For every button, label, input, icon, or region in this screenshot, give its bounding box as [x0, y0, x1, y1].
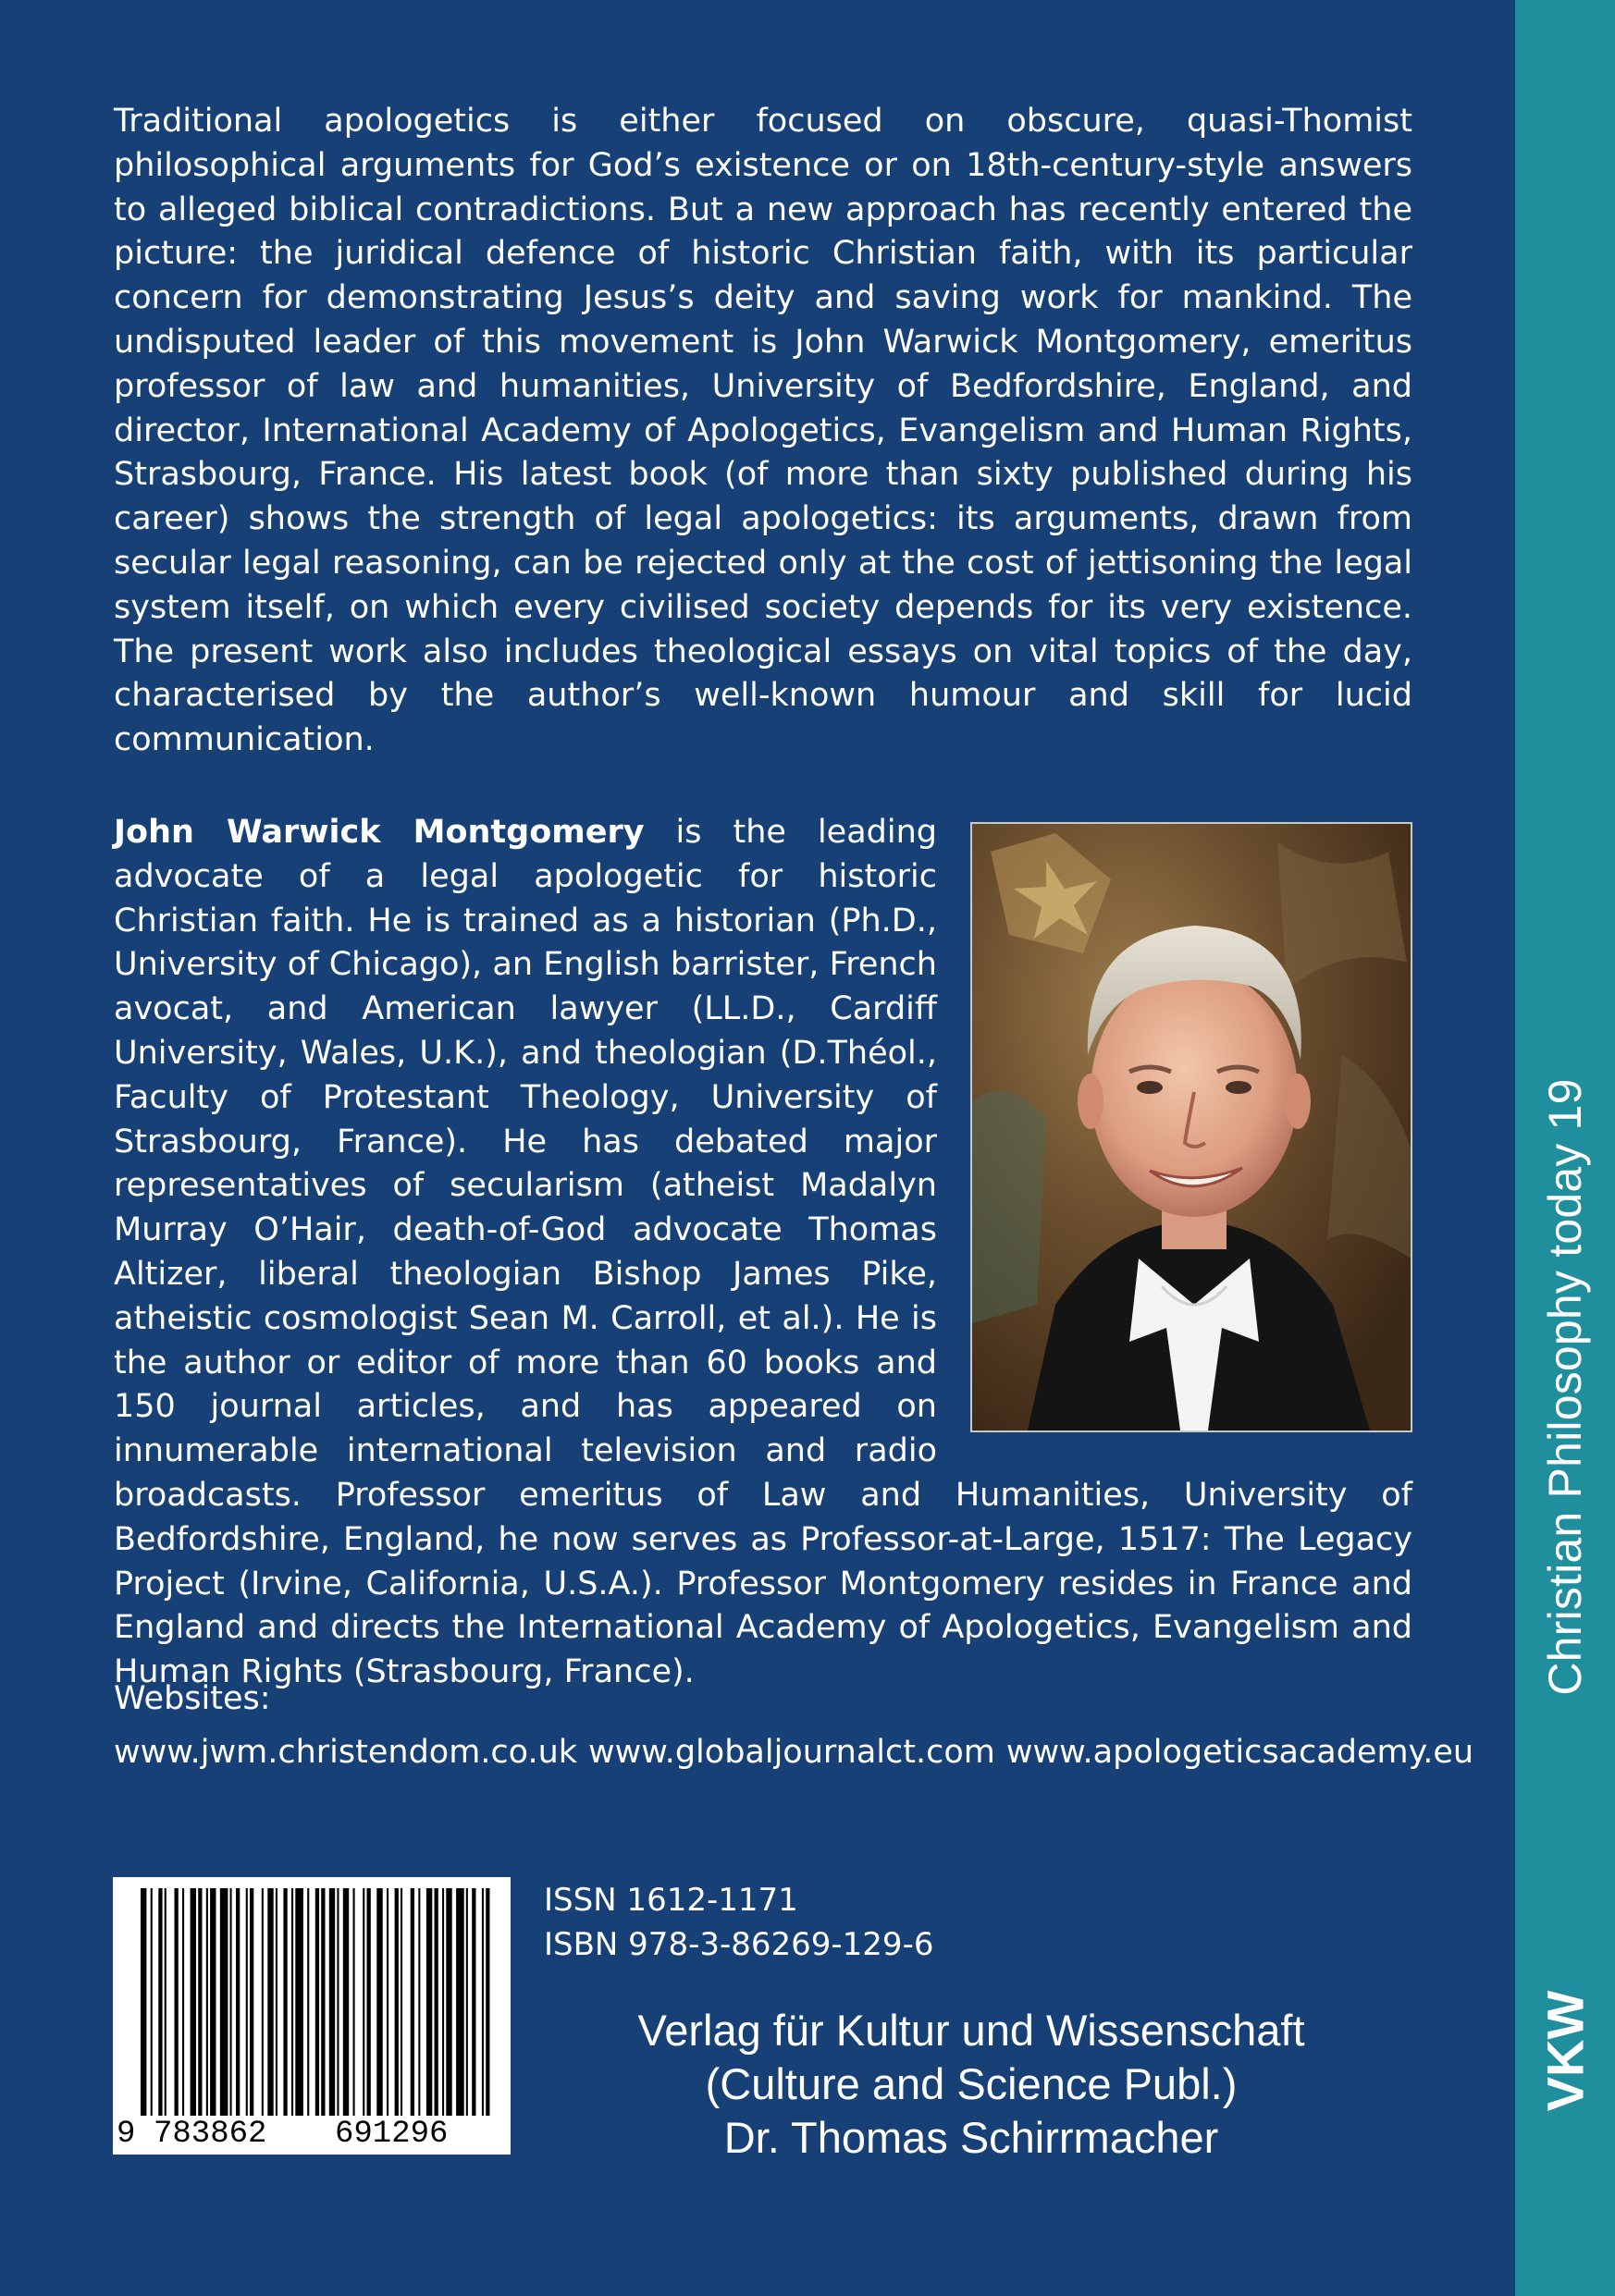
barcode-bar [230, 1888, 232, 2118]
barcode-bar [191, 1888, 196, 2118]
barcode-bar [486, 1888, 489, 2143]
barcode-bar [435, 1888, 438, 2118]
barcode-bar [151, 1888, 153, 2143]
publisher-editor: Dr. Thomas Schirrmacher [723, 2113, 1219, 2162]
barcode-digits-right: 691296 [335, 2117, 449, 2152]
barcode-bar [246, 1888, 248, 2118]
issn-number: ISSN 1612-1171 [544, 1882, 798, 1919]
barcode-bar [262, 1888, 264, 2118]
author-name: John Warwick Montgomery [114, 814, 645, 851]
barcode-bar [329, 1888, 335, 2118]
author-photo [970, 822, 1412, 1432]
barcode-bar [206, 1888, 208, 2118]
barcode-bar [267, 1888, 273, 2118]
websites-label: Websites: [114, 1680, 271, 1717]
author-bio [114, 811, 1412, 1695]
barcode-bar [250, 1888, 253, 2118]
barcode-digit-lead: 9 [117, 2117, 136, 2152]
barcode-bar [283, 1888, 287, 2118]
barcode-bar [472, 1888, 475, 2118]
barcode-bar [175, 1888, 179, 2118]
isbn-number: ISBN 978-3-86269-129-6 [544, 1926, 934, 1963]
websites-list [114, 1730, 1474, 1774]
publisher-english-name: (Culture and Science Publ.) [705, 2059, 1238, 2108]
intro-paragraph: Traditional apologetics is either focused on obscure, quasi-Thomist philosophical arguments for God’s existence or on 18th-century-style answers to alleged biblical contradictions. But a new approach has recently entered the picture: the juridical defence of historic Christian faith, with its particular concern for demonstrating Jesus’s deity and saving work for mankind. The undisputed leader of this movement is John Warwick Montgomery, emeritus professor of law and humanities, University of Bedfordshire, England, and director, International Academy of Apologetics, Evangelism and Human Rights, Strasbourg, France. His latest book (of more than sixty published during his career) shows the strength of legal apologetics: its arguments, drawn from secular legal reasoning, can be rejected only at the cost of jettisoning the legal system itself, on which every civilised society depends for its very existence. The present work also includes theological essays on vital topics of the day, characterised by the author’s well-known humour and skill for lucid communication. [114, 103, 1412, 759]
barcode-bar [367, 1888, 371, 2118]
barcode-bar [395, 1888, 399, 2118]
barcode-bar [482, 1888, 484, 2143]
barcode-bar [141, 1888, 146, 2143]
barcode-bar [321, 1888, 325, 2118]
barcode-bars [113, 1877, 511, 2155]
barcode-bar [442, 1888, 444, 2118]
barcode-bar [291, 1888, 293, 2118]
barcode-digits-left: 783862 [154, 2117, 267, 2152]
barcode-bar [307, 1888, 309, 2118]
barcode-digits [113, 2116, 511, 2153]
barcode-bar [295, 1888, 303, 2118]
barcode-bar [236, 1888, 240, 2118]
barcode-bar [401, 1888, 402, 2118]
barcode-bar [411, 1888, 414, 2118]
barcode-bar [466, 1888, 468, 2118]
publisher-name: Verlag für Kultur und Wissenschaft [637, 2006, 1305, 2055]
barcode-bar [158, 1888, 162, 2118]
barcode-bar [376, 1888, 382, 2118]
barcode-bar [198, 1888, 202, 2118]
barcode-bar [337, 1888, 339, 2118]
barcode-bar [315, 1888, 319, 2118]
publisher-logo: VKW [1535, 1990, 1595, 2112]
barcode-bar [220, 1888, 228, 2118]
barcode-bar [353, 1888, 355, 2118]
barcode-bar [165, 1888, 166, 2118]
isbn-barcode [113, 1877, 511, 2155]
website-link[interactable]: www.jwm.christendom.co.uk [114, 1734, 578, 1771]
barcode-bar [387, 1888, 388, 2143]
barcode-bar [446, 1888, 451, 2118]
barcode-bar [343, 1888, 349, 2118]
series-title: Christian Philosophy today 19 [1539, 1078, 1591, 1696]
website-link[interactable]: www.globaljournalct.com [588, 1734, 995, 1771]
barcode-bar [363, 1888, 364, 2118]
barcode-bar [210, 1888, 216, 2118]
author-bio-text: is the leading advocate of a legal apologetic for historic Christian faith. He is trained as a historian (Ph.D., University of Chicago), an English barrister, French avocat, and American lawyer (LL.D., Cardiff University, Wales, U.K.), and theologian (D.Théol., Faculty of Protestant Theology, University of Strasbourg, France). He has debated major representatives of secularism (atheist Madalyn Murray O’Hair, death-of-God advocate Thomas Altizer, liberal theologian Bishop James Pike, atheistic cosmologist Sean M. Carroll, et al.). He is the author or editor of more than 60 books and 150 journal articles, and has appeared on innumerable international television and radio broadcasts. Professor emeritus of Law and Humanities, University of Bedfordshire, England, he now serves as Professor-at-Large, 1517: The Legacy Project (Irvine, California, U.S.A.). Professor Montgomery resides in France and England and directs the International Academy of Apologetics, Evangelism and Human Rights (Strasbourg, France). [114, 814, 1412, 1691]
barcode-bar [426, 1888, 432, 2118]
barcode-bar [182, 1888, 184, 2118]
barcode-bar [276, 1888, 277, 2118]
barcode-bar [418, 1888, 420, 2118]
author-portrait-image [972, 824, 1411, 1430]
website-link[interactable]: www.apologeticsacademy.eu [1005, 1734, 1474, 1771]
barcode-bar [456, 1888, 464, 2118]
